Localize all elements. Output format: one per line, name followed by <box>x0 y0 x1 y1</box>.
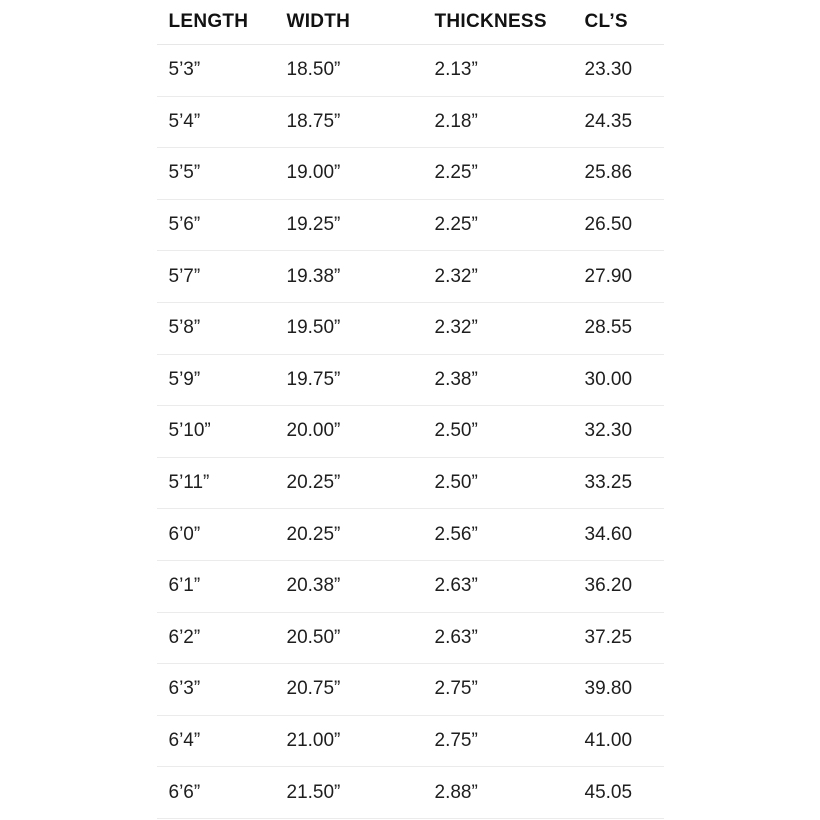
column-header-width: WIDTH <box>287 0 435 45</box>
table-cell: 5’4” <box>157 96 287 148</box>
table-cell: 2.32” <box>435 302 585 354</box>
table-cell: 5’11” <box>157 457 287 509</box>
table-cell: 25.86 <box>585 148 664 200</box>
table-cell: 2.38” <box>435 354 585 406</box>
table-row <box>157 354 664 406</box>
table-row <box>157 96 664 148</box>
table-cell: 2.18” <box>435 96 585 148</box>
table-row <box>157 612 664 664</box>
table-cell: 5’5” <box>157 148 287 200</box>
table-cell: 5’10” <box>157 406 287 458</box>
table-row <box>157 715 664 767</box>
column-header-thickness: THICKNESS <box>435 0 585 45</box>
table-cell: 6’3” <box>157 664 287 716</box>
table-cell: 45.05 <box>585 767 664 819</box>
table-cell: 20.50” <box>287 612 435 664</box>
table-cell: 39.80 <box>585 664 664 716</box>
table-cell: 6’1” <box>157 560 287 612</box>
table-row <box>157 457 664 509</box>
table-row <box>157 560 664 612</box>
table-cell: 19.00” <box>287 148 435 200</box>
table-cell: 19.38” <box>287 251 435 303</box>
table-cell: 32.30 <box>585 406 664 458</box>
table-cell: 2.88” <box>435 767 585 819</box>
table-cell: 21.00” <box>287 715 435 767</box>
table-row <box>157 767 664 819</box>
table-cell: 33.25 <box>585 457 664 509</box>
table-cell: 5’8” <box>157 302 287 354</box>
table-cell: 18.75” <box>287 96 435 148</box>
column-header-cls: CL’S <box>585 0 664 45</box>
table-cell: 2.75” <box>435 664 585 716</box>
table-row <box>157 148 664 200</box>
table-header <box>157 0 664 45</box>
table-cell: 2.25” <box>435 148 585 200</box>
table-body <box>157 45 664 819</box>
table-row <box>157 199 664 251</box>
table-cell: 26.50 <box>585 199 664 251</box>
table-cell: 6’0” <box>157 509 287 561</box>
table-cell: 34.60 <box>585 509 664 561</box>
table-cell: 24.35 <box>585 96 664 148</box>
table-row <box>157 664 664 716</box>
table-cell: 2.56” <box>435 509 585 561</box>
table-cell: 2.32” <box>435 251 585 303</box>
table-cell: 2.50” <box>435 406 585 458</box>
table-cell: 2.75” <box>435 715 585 767</box>
table-cell: 20.38” <box>287 560 435 612</box>
table-cell: 6’6” <box>157 767 287 819</box>
table-cell: 6’4” <box>157 715 287 767</box>
table-cell: 30.00 <box>585 354 664 406</box>
table-cell: 5’7” <box>157 251 287 303</box>
table-cell: 20.25” <box>287 457 435 509</box>
header-row <box>157 0 664 45</box>
table-cell: 20.25” <box>287 509 435 561</box>
table-cell: 5’6” <box>157 199 287 251</box>
table-cell: 18.50” <box>287 45 435 97</box>
table-cell: 20.00” <box>287 406 435 458</box>
table-cell: 37.25 <box>585 612 664 664</box>
table-row <box>157 251 664 303</box>
size-chart <box>157 0 664 819</box>
table-cell: 2.25” <box>435 199 585 251</box>
table-cell: 6’2” <box>157 612 287 664</box>
table-cell: 36.20 <box>585 560 664 612</box>
table-row <box>157 509 664 561</box>
table-cell: 2.63” <box>435 612 585 664</box>
table-cell: 19.25” <box>287 199 435 251</box>
table-cell: 27.90 <box>585 251 664 303</box>
table-row <box>157 45 664 97</box>
table-cell: 5’9” <box>157 354 287 406</box>
table-row <box>157 406 664 458</box>
column-header-length: LENGTH <box>157 0 287 45</box>
table-cell: 5’3” <box>157 45 287 97</box>
table-cell: 2.50” <box>435 457 585 509</box>
table-cell: 28.55 <box>585 302 664 354</box>
table-cell: 2.63” <box>435 560 585 612</box>
table-cell: 20.75” <box>287 664 435 716</box>
table-cell: 21.50” <box>287 767 435 819</box>
table-cell: 19.75” <box>287 354 435 406</box>
table-cell: 41.00 <box>585 715 664 767</box>
table-row <box>157 302 664 354</box>
table-cell: 2.13” <box>435 45 585 97</box>
table-cell: 23.30 <box>585 45 664 97</box>
table-cell: 19.50” <box>287 302 435 354</box>
size-chart-table <box>157 0 664 819</box>
